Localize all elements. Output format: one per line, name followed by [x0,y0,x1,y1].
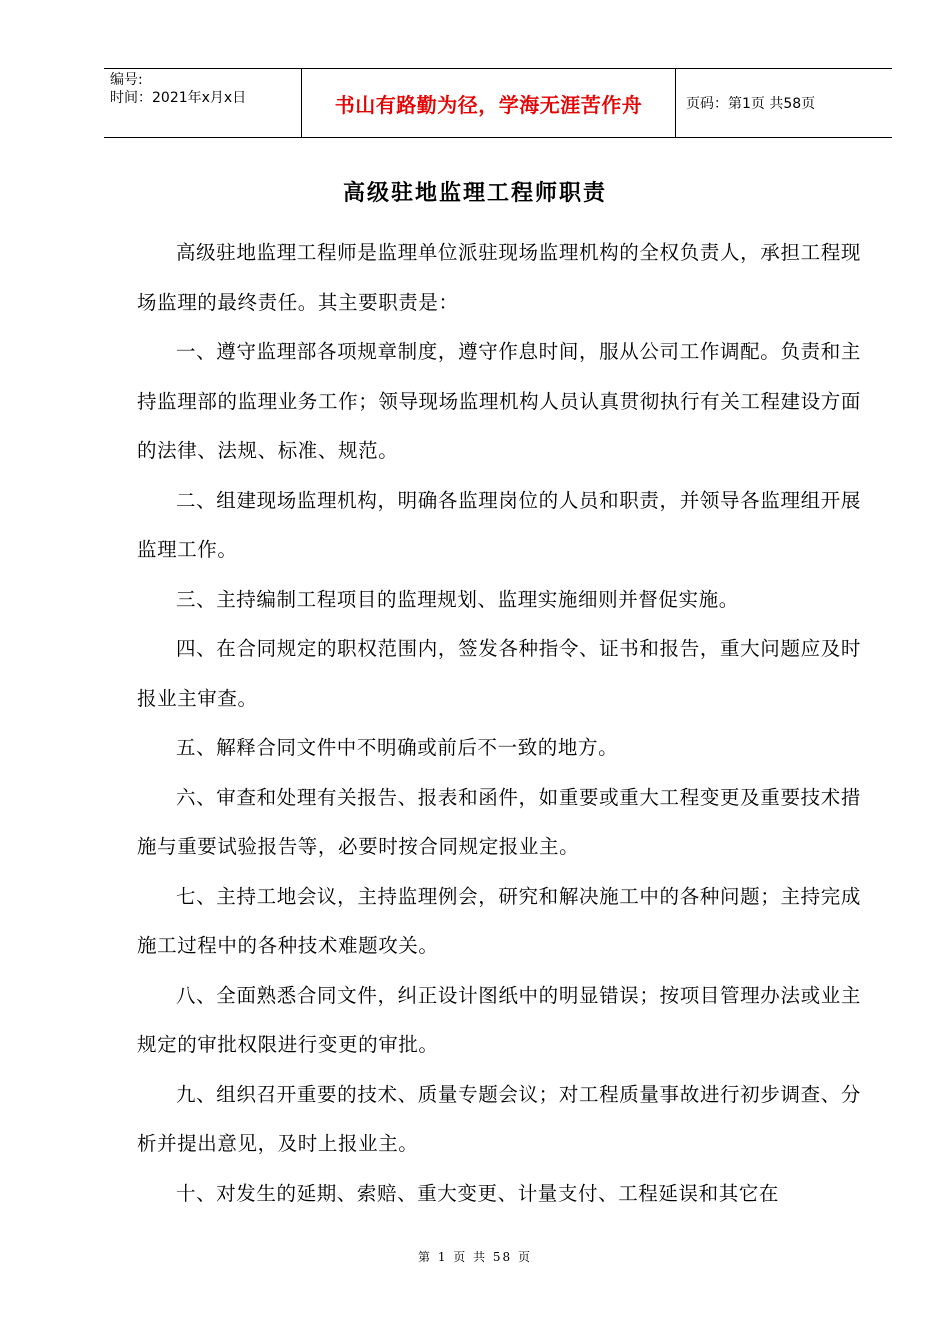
page-header [104,68,892,138]
header-motto-cell [302,69,676,137]
paragraph-duty-2: 二、组建现场监理机构，明确各监理岗位的人员和职责，并领导各监理组开展监理工作。 [137,488,861,561]
document-date: 时间：2021年x月x日 [110,90,247,106]
document-body [137,228,861,1218]
paragraph-duty-8: 八、全面熟悉合同文件，纠正设计图纸中的明显错误；按项目管理办法或业主规定的审批权限进行变更的审批。 [137,983,861,1056]
paragraph-intro: 高级驻地监理工程师是监理单位派驻现场监理机构的全权负责人，承担工程现场监理的最终责任。其主要职责是： [137,241,861,314]
header-motto: 书山有路勤为径，学海无涯苦作舟 [334,92,643,117]
paragraph-duty-1: 一、遵守监理部各项规章制度，遵守作息时间，服从公司工作调配。负责和主持监理部的监理业务工作；领导现场监理机构人员认真贯彻执行有关工程建设方面的法律、法规、标准、规范。 [137,340,861,462]
paragraph-duty-9: 九、组织召开重要的技术、质量专题会议；对工程质量事故进行初步调查、分析并提出意见，及时上报业主。 [137,1082,861,1155]
header-meta [104,69,302,137]
paragraph-duty-4: 四、在合同规定的职权范围内，签发各种指令、证书和报告，重大问题应及时报业主审查。 [137,637,861,710]
paragraph-duty-5: 五、解释合同文件中不明确或前后不一致的地方。 [176,736,619,759]
document-title: 高级驻地监理工程师职责 [342,180,607,206]
document-number-label: 编号: [110,72,143,88]
header-page-info-cell [676,69,892,137]
paragraph-duty-10: 十、对发生的延期、索赔、重大变更、计量支付、工程延误和其它在 [176,1181,780,1205]
paragraph-duty-3: 三、主持编制工程项目的监理规划、监理实施细则并督促实施。 [176,587,739,611]
paragraph-duty-6: 六、审查和处理有关报告、报表和函件，如重要或重大工程变更及重要技术措施与重要试验报告等，必要时按合同规定报业主。 [137,785,861,858]
page-footer: 第 1 页 共 58 页 [418,1250,532,1264]
paragraph-duty-7: 七、主持工地会议，主持监理例会，研究和解决施工中的各种问题；主持完成施工过程中的各种技术难题攻关。 [137,884,861,957]
header-page-info: 页码：第1页 共58页 [686,96,816,112]
